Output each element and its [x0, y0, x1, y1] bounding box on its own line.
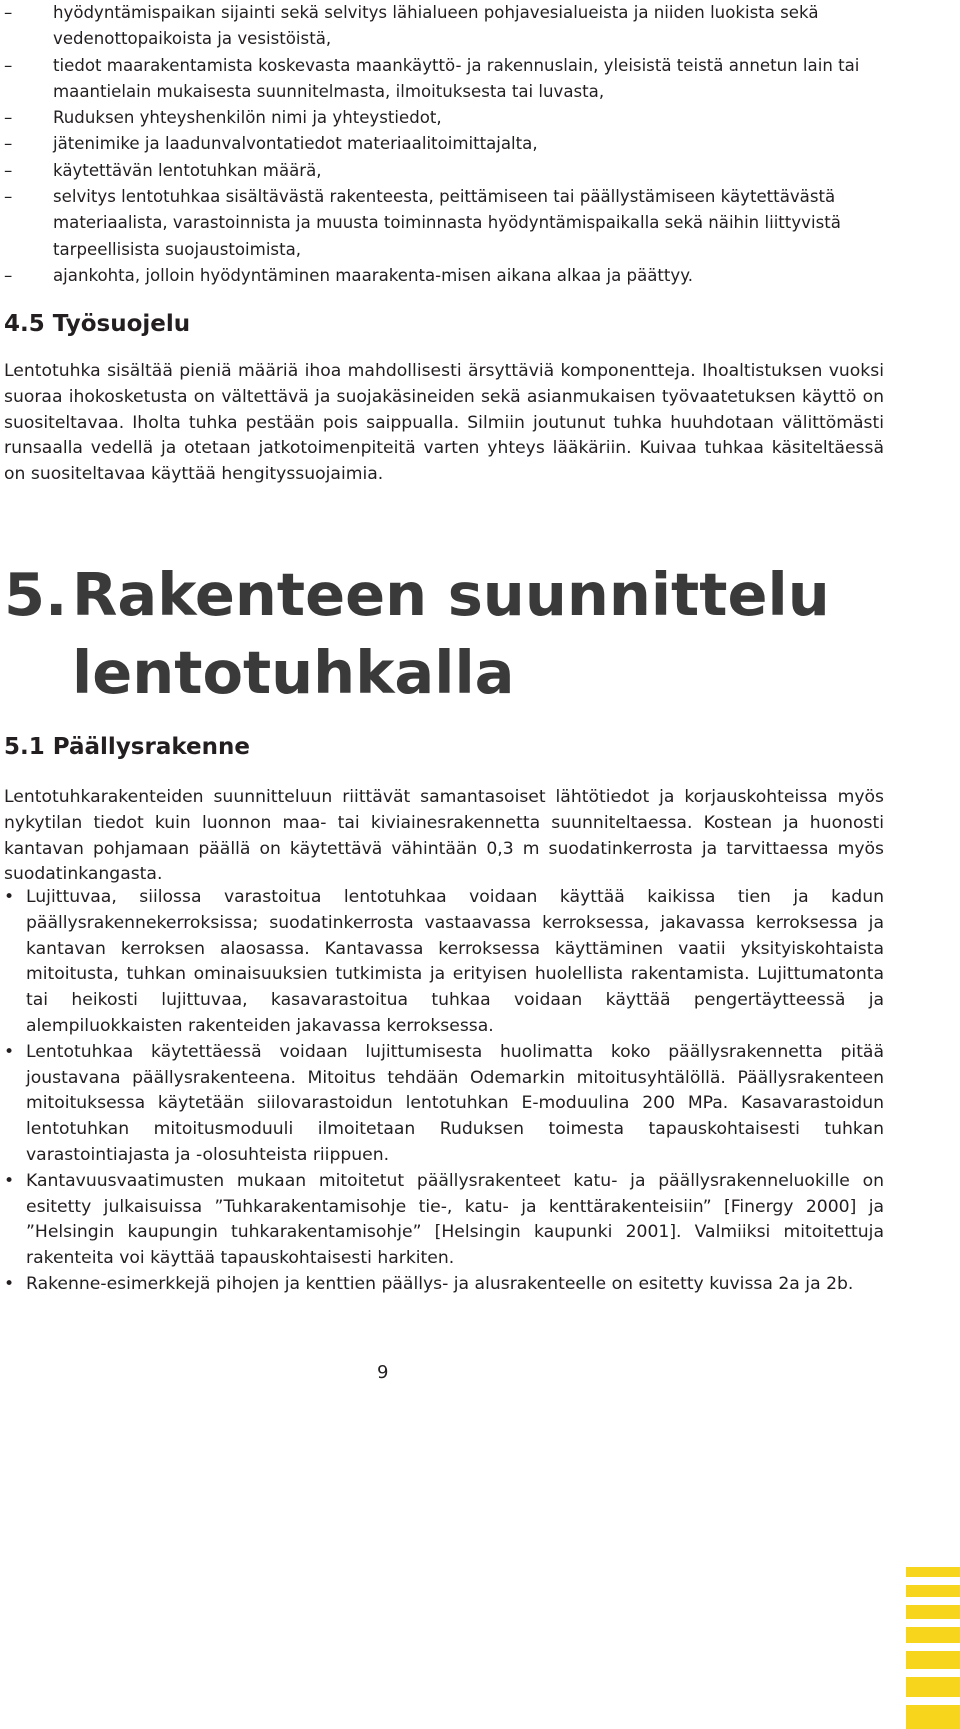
bullet-marker: •	[4, 1170, 15, 1191]
dash-marker: –	[4, 108, 13, 128]
list-item	[4, 105, 888, 131]
chapter-title-line2: lentotuhkalla	[72, 638, 515, 707]
section-4-5-paragraph: Lentotuhka sisältää pieniä määriä ihoa mahdollisesti ärsyttäviä komponentteja. Ihoaltistuksen vuoksi suoraa ihokosketusta on vältettävä ja suojakäsineiden sekä asianmukaisen työvaatetuksen käyttö on suositeltavaa. Iholta tuhka pestään pois saippualla. Silmiin joutunut tuhka huuhdotaan välittömästi runsaalla vedellä ja otetaan jatkotoimenpiteitä varten yhteys lääkäriin. Kuivaa tuhkaa käsiteltäessä on suositeltavaa käyttää hengityssuojaimia.	[4, 361, 884, 485]
section-number: 5.1	[4, 734, 45, 760]
bullet-marker: •	[4, 1041, 15, 1062]
bullet-marker: •	[4, 887, 15, 907]
section-heading-4-5	[4, 309, 190, 339]
list-item-text: jätenimike ja laadunvalvontatiedot materiaalitoimittajalta,	[53, 134, 538, 154]
dash-marker: –	[4, 187, 13, 207]
list-item-text: käytettävän lentotuhkan määrä,	[53, 160, 322, 180]
list-item-text: Lentotuhkaa käytettäessä voidaan lujittumisesta huolimatta koko päällysrakennetta pitää joustavana päällysrakenteena. Mitoitus tehdään Odemarkin mitoitusyhtälöllä. Päällysrakenteen mitoituksessa käytetään siilovarastoidun lentotuhkan E-moduulina 200 MPa. Kasavarastoidun lentotuhkan mitoitusmoduuli ilmoitetaan Ruduksen toimesta tapauskohtaisesti tuhkan varastointiajasta ja -olosuhteista riippuen.	[26, 1041, 884, 1165]
chapter-title-line1: Rakenteen suunnittelu	[72, 560, 830, 629]
bullet-marker: •	[4, 1273, 15, 1294]
dash-marker: –	[4, 134, 13, 154]
section-number: 4.5	[4, 311, 45, 337]
list-item-text: Kantavuusvaatimusten mukaan mitoitetut päällysrakenteet katu- ja päällysrakenneluokille on esitetty julkaisuissa ”Tuhkarakentamisohje tie-, katu- ja kenttärakenteisiin” [Finergy 2000] ja ”Helsingin kaupungin tuhkarakentamisohje” [Helsingin kaupunki 2001]. Valmiiksi mitoitettuja rakenteita voi käyttää tapauskohtaisesti harkiten.	[26, 1170, 884, 1269]
list-item	[4, 184, 888, 263]
list-item	[4, 263, 888, 289]
list-item-text: Rakenne-esimerkkejä pihojen ja kenttien päällys- ja alusrakenteelle on esitetty kuvissa 2a ja 2b.	[26, 1273, 854, 1294]
dash-marker: –	[4, 3, 13, 22]
dash-marker: –	[4, 55, 13, 75]
stripe	[906, 1585, 960, 1597]
list-item-text: Lujittuvaa, siilossa varastoitua lentotuhkaa voidaan käyttää kaikissa tien ja kadun päällysrakennekerroksissa; suodatinkerrosta vastaavassa kerroksessa, jakavassa kerroksessa ja kantavan kerroksen alaosassa. Kantavassa kerroksessa käyttäminen vaatii yksityiskohtaista mitoitusta, tuhkan ominaisuuksien tutkimista ja erityisen huolellista rakentamista. Lujittumatonta tai heikosti lujittuvaa, kasavarastoitua tuhkaa voidaan käyttää pengertäytteessä ja alempiluokkaisten rakenteiden jakavassa kerroksessa.	[26, 887, 884, 1036]
list-item-text: tiedot maarakentamista koskevasta maankäyttö- ja rakennuslain, yleisistä teistä annetun lain tai maantielain mukaisesta suunnitelmasta, ilmoituksesta tai luvasta,	[53, 55, 860, 101]
chapter-heading-5	[4, 556, 830, 712]
list-item-text: Ruduksen yhteyshenkilön nimi ja yhteystiedot,	[53, 108, 442, 128]
list-item	[4, 0, 888, 53]
stripe	[906, 1677, 960, 1697]
page-number: 9	[377, 1362, 389, 1383]
list-item-text: hyödyntämispaikan sijainti sekä selvitys lähialueen pohjavesialueista ja niiden luokista sekä vedenottopaikoista ja vesistöistä,	[53, 3, 819, 49]
section-title: Päällysrakenne	[52, 734, 250, 760]
stripe	[906, 1705, 960, 1729]
stripe	[906, 1627, 960, 1643]
list-item	[4, 1169, 884, 1272]
list-item	[4, 158, 888, 184]
list-item	[4, 1040, 884, 1169]
chapter-number: 5.	[4, 560, 68, 629]
list-item	[4, 53, 888, 106]
dash-marker: –	[4, 160, 13, 180]
section-5-1-intro: Lentotuhkarakenteiden suunnitteluun riittävät samantasoiset lähtötiedot ja korjauskohteissa myös nykytilan tiedot kuin luonnon maa- tai kiviainesrakennetta suunniteltaessa. Kostean ja huonosti kantavan pohjamaan päällä on käytettävä vähintään 0,3 m suodatinkerrosta ja tarvittaessa myös suodatinkangasta.	[4, 787, 884, 885]
list-item-text: selvitys lentotuhkaa sisältävästä rakenteesta, peittämiseen tai päällystämiseen käytettävästä materiaalista, varastoinnista ja muusta toiminnasta hyödyntämispaikalla sekä näihin liittyvistä tarpeellisista suojaustoimista,	[53, 187, 841, 259]
list-item	[4, 1272, 884, 1298]
stripe	[906, 1651, 960, 1669]
list-item	[4, 885, 884, 1040]
list-item	[4, 131, 888, 157]
list-item-text: ajankohta, jolloin hyödyntäminen maarakenta-misen aikana alkaa ja päättyy.	[53, 265, 693, 285]
requirements-dash-list	[4, 0, 888, 289]
section-title: Työsuojelu	[52, 311, 191, 337]
stripe	[906, 1567, 960, 1577]
dash-marker: –	[4, 265, 13, 285]
section-heading-5-1	[4, 732, 250, 762]
bullet-list	[4, 885, 884, 1298]
stripe	[906, 1605, 960, 1619]
